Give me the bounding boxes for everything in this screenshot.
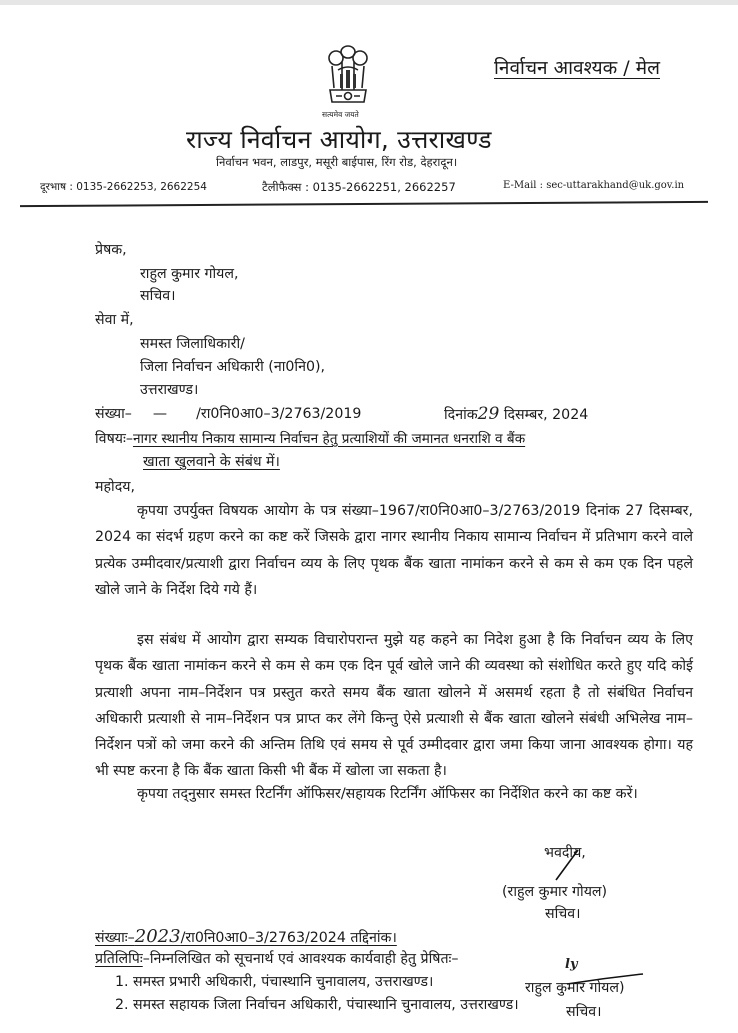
signature-initial: ly bbox=[565, 957, 578, 972]
body-paragraph-3-text: कृपया तद्नुसार समस्त रिटर्निंग ऑफिसर/सहायक रिटर्निंग ऑफिसर का निर्देशित करने का कष्ट करें। bbox=[137, 786, 638, 802]
urgency-label: निर्वाचन आवश्यक / मेल bbox=[494, 57, 660, 79]
endorsement-number-label: संख्याः– bbox=[95, 930, 135, 946]
telefax-number: टैलीफैक्स : 0135-2662251, 2662257 bbox=[262, 180, 456, 194]
endorsement-number-handwritten: 2023 bbox=[134, 926, 181, 947]
copy-text: –निम्नलिखित को सूचनार्थ एवं आवश्यक कार्यवाही हेतु प्रेषितः– bbox=[142, 951, 459, 967]
top-border bbox=[0, 0, 738, 5]
reference-number-label: संख्या– bbox=[95, 406, 132, 422]
endorsement-signatory-designation: सचिव। bbox=[566, 1004, 602, 1020]
sender-designation: सचिव। bbox=[140, 288, 176, 304]
subject-line-2 bbox=[143, 452, 280, 471]
subject-text-2: खाता खुलवाने के संबंध में। bbox=[143, 454, 280, 470]
subject-line-1 bbox=[95, 428, 525, 448]
closing-designation: सचिव। bbox=[545, 906, 581, 922]
reference-date-rest: दिसम्बर, 2024 bbox=[503, 407, 589, 423]
copy-recipient-2: 2. समस्त सहायक जिला निर्वाचन अधिकारी, पंचास्थानि चुनावालय, उत्तराखण्ड। bbox=[115, 997, 519, 1013]
phone-number: दूरभाष : 0135-2662253, 2662254 bbox=[40, 181, 207, 193]
subject-label: विषयः– bbox=[95, 431, 133, 447]
closing-name: (राहुल कुमार गोयल) bbox=[502, 884, 608, 900]
body-paragraph-2 bbox=[95, 627, 693, 785]
recipient-line-3: उत्तराखण्ड। bbox=[140, 382, 199, 398]
emblem-motto: सत्यमेव जयते bbox=[322, 110, 359, 119]
reference-number-suffix: /रा0नि0आ0–3/2763/2019 bbox=[196, 406, 362, 422]
endorsement-number-suffix: /रा0नि0आ0–3/2763/2024 तद्दिनांक। bbox=[180, 930, 397, 946]
reference-number-blank: — bbox=[152, 406, 168, 422]
copy-label: प्रतिलिपिः bbox=[95, 951, 143, 967]
salutation: महोदय, bbox=[95, 479, 135, 495]
sender-label: प्रेषक, bbox=[95, 242, 127, 258]
endorsement-number bbox=[95, 926, 397, 947]
email-address: E-Mail : sec-uttarakhand@uk.gov.in bbox=[503, 180, 685, 191]
subject-text-1: नागर स्थानीय निकाय सामान्य निर्वाचन हेतु प्रत्याशियों की जमानत धनराशि व बैंक bbox=[132, 431, 526, 447]
recipient-label: सेवा में, bbox=[95, 312, 134, 328]
organization-address: निर्वाचन भवन, लाडपुर, मसूरी बाईपास, रिंग रोड, देहरादून। bbox=[216, 155, 458, 169]
organization-name: राज्य निर्वाचन आयोग, उत्तराखण्ड bbox=[186, 125, 492, 154]
signature-stroke-icon bbox=[552, 846, 582, 886]
reference-date-handwritten: 29 bbox=[477, 404, 500, 424]
copy-to bbox=[95, 949, 459, 968]
reference-date-label: दिनांक bbox=[444, 407, 478, 423]
valediction: भवदीय, bbox=[544, 845, 586, 861]
reference-number bbox=[95, 404, 361, 423]
body-paragraph-1-text: कृपया उपर्युक्त विषयक आयोग के पत्र संख्या–1967/रा0नि0आ0–3/2763/2019 दिनांक 27 दिसम्बर, 2024 का संदर्भ ग्रहण करने का कष्ट करें जिसके द्वारा नागर स्थानीय निकाय सामान्य निर्वाचन में प्रतिभाग करने वाले प्रत्येक उम्मीदवार/प्रत्याशी द्वारा निर्वाचन व्यय के लिए पृथक बैंक खाता नामांकन करने से कम से कम एक दिन पहले खोले जाने के निर्देश दिये गये हैं। bbox=[95, 503, 693, 598]
recipient-line-2: जिला निर्वाचन अधिकारी (ना0नि0), bbox=[140, 359, 326, 375]
body-paragraph-1 bbox=[95, 498, 693, 603]
body-paragraph-3 bbox=[95, 781, 693, 807]
body-paragraph-2-text: इस संबंध में आयोग द्वारा सम्यक विचारोपरान्त मुझे यह कहने का निदेश हुआ है कि निर्वाचन व्यय के लिए पृथक बैंक खाता नामांकन करने से कम से कम एक दिन पूर्व खोले जाने की व्यवस्था को संशोधित करते हुए यदि कोई प्रत्याशी अपना नाम–निर्देशन पत्र प्रस्तुत करते समय बैंक खाता खोलने में असमर्थ रहता है तो संबंधित निर्वाचन अधिकारी प्रत्याशी से नाम–निर्देशन पत्र प्राप्त कर लेंगे किन्तु ऐसे प्रत्याशी से बैंक खाता खोलने संबंधी अभिलेख नाम–निर्देशन पत्रों को जमा करने की अन्तिम तिथि एवं समय से पूर्व उम्मीदवार द्वारा जमा किया जाना आवश्यक होगा। यह भी स्पष्ट करना है कि बैंक खाता किसी भी बैंक में खोला जा सकता है। bbox=[95, 632, 693, 780]
endorsement-signatory-name: राहुल कुमार गोयल) bbox=[525, 980, 625, 996]
recipient-line-1: समस्त जिलाधिकारी/ bbox=[140, 336, 245, 352]
reference-date bbox=[444, 404, 588, 424]
header-divider bbox=[20, 201, 708, 207]
copy-recipient-1: 1. समस्त प्रभारी अधिकारी, पंचास्थानि चुनावालय, उत्तराखण्ड। bbox=[115, 974, 434, 990]
sender-name: राहुल कुमार गोयल, bbox=[140, 266, 239, 282]
